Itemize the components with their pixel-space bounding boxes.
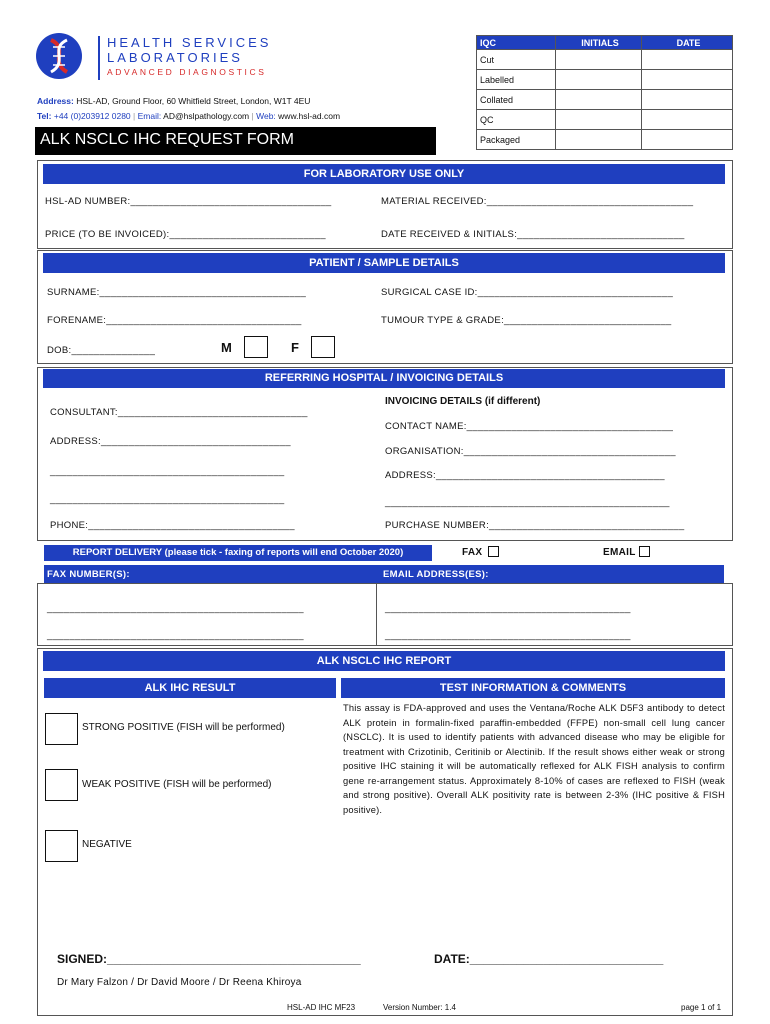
female-checkbox[interactable] [311,336,335,358]
negative-label: NEGATIVE [82,839,132,850]
iqc-row-label: Collated [477,90,556,110]
consultant-label: CONSULTANT: [50,407,118,418]
org-name-line2: LABORATORIES [107,50,243,65]
date-received-field[interactable]: DATE RECEIVED & INITIALS:______________________________ [381,229,685,240]
tel-text: +44 (0)203912 0280 [53,111,131,121]
initials-cell[interactable] [556,50,642,70]
signed-label: SIGNED: [57,952,108,966]
hsl-number-field[interactable]: HSL-AD NUMBER:____________________________________ [45,196,332,207]
phone-field[interactable]: PHONE:_____________________________________ [50,520,295,531]
invoice-address-label: ADDRESS: [385,470,436,481]
address-label: ADDRESS: [50,436,101,447]
separator: | [133,111,136,121]
purchase-number-label: PURCHASE NUMBER: [385,520,490,531]
forename-field[interactable]: FORENAME:___________________________________ [47,315,302,326]
contact-line [37,111,340,121]
surname-label: SURNAME: [47,287,100,298]
email-text: AD@hslpathology.com [163,111,250,121]
male-checkbox[interactable] [244,336,268,358]
address-text: HSL-AD, Ground Floor, 60 Whitfield Street, London, W1T 4EU [76,96,311,106]
date-received-label: DATE RECEIVED & INITIALS: [381,229,518,240]
fax-checkbox[interactable] [488,546,499,557]
invoicing-title: INVOICING DETAILS (if different) [385,396,541,407]
date-field[interactable]: DATE:_____________________________ [434,952,664,966]
male-label: M [221,340,233,355]
date-cell[interactable] [642,70,733,90]
tumour-type-field[interactable]: TUMOUR TYPE & GRADE:______________________________ [381,315,672,326]
iqc-row-label: Cut [477,50,556,70]
strong-positive-label: STRONG POSITIVE (FISH will be performed) [82,722,285,733]
fax-numbers-label: FAX NUMBER(S): [47,569,130,580]
signed-field[interactable]: SIGNED:______________________________________ [57,952,361,966]
report-title: ALK NSCLC IHC REPORT [43,651,725,671]
forename-label: FORENAME: [47,315,107,326]
initials-header: INITIALS [556,36,642,50]
dob-field[interactable]: DOB:_______________ [47,345,156,356]
contact-name-field[interactable]: CONTACT NAME:_____________________________________ [385,421,674,432]
address-label: Address: [37,96,74,106]
material-received-field[interactable]: MATERIAL RECEIVED:_____________________________________ [381,196,694,207]
material-received-label: MATERIAL RECEIVED: [381,196,487,207]
purchase-number-field[interactable]: PURCHASE NUMBER:___________________________________ [385,520,685,531]
price-label: PRICE (TO BE INVOICED): [45,229,170,240]
surgical-case-id-field[interactable]: SURGICAL CASE ID:___________________________________ [381,287,674,298]
logo-icon [35,32,83,80]
address-line-3[interactable]: __________________________________________ [50,494,285,505]
contact-name-label: CONTACT NAME: [385,421,467,432]
web-text: www.hsl-ad.com [278,111,341,121]
strong-positive-checkbox[interactable] [45,713,78,745]
date-header: DATE [642,36,733,50]
org-name-line1: HEALTH SERVICES [107,35,272,50]
weak-positive-label: WEAK POSITIVE (FISH will be performed) [82,779,272,790]
referring-title: REFERRING HOSPITAL / INVOICING DETAILS [43,369,725,388]
email-address-line-1[interactable]: ____________________________________________ [385,603,631,614]
phone-label: PHONE: [50,520,89,531]
initials-cell[interactable] [556,70,642,90]
hsl-number-label: HSL-AD NUMBER: [45,196,131,207]
organisation-label: ORGANISATION: [385,446,464,457]
surgical-case-id-label: SURGICAL CASE ID: [381,287,478,298]
email-addresses-label: EMAIL ADDRESS(ES): [383,569,489,580]
form-title: ALK NSCLC IHC REQUEST FORM [40,131,294,148]
version-number: Version Number: 1.4 [383,1003,456,1012]
initials-cell[interactable] [556,130,642,150]
fax-label: FAX [462,547,483,558]
email-label: EMAIL [603,547,636,558]
address-field[interactable]: ADDRESS:__________________________________ [50,436,291,447]
weak-positive-checkbox[interactable] [45,769,78,801]
web-label: Web: [256,111,276,121]
info-title: TEST INFORMATION & COMMENTS [341,678,725,698]
initials-cell[interactable] [556,90,642,110]
iqc-header: IQC [477,36,556,50]
fax-number-line-2[interactable]: ______________________________________________ [47,630,304,641]
result-title: ALK IHC RESULT [44,678,336,698]
address-line-2[interactable]: __________________________________________ [50,466,285,477]
consultant-field[interactable]: CONSULTANT:__________________________________ [50,407,308,418]
fax-number-line-1[interactable]: ______________________________________________ [47,603,304,614]
date-cell[interactable] [642,130,733,150]
iqc-table [476,35,733,150]
lab-use-title: FOR LABORATORY USE ONLY [43,164,725,184]
date-cell[interactable] [642,90,733,110]
email-checkbox[interactable] [639,546,650,557]
date-cell[interactable] [642,110,733,130]
organisation-field[interactable]: ORGANISATION:______________________________________ [385,446,676,457]
tel-label: Tel: [37,111,52,121]
date-label: DATE: [434,952,470,966]
iqc-row-label: Labelled [477,70,556,90]
patient-title: PATIENT / SAMPLE DETAILS [43,253,725,273]
org-name-line3: ADVANCED DIAGNOSTICS [107,67,267,77]
dob-label: DOB: [47,345,72,356]
address-line [37,96,310,106]
initials-cell[interactable] [556,110,642,130]
form-code: HSL-AD IHC MF23 [287,1003,356,1012]
negative-checkbox[interactable] [45,830,78,862]
price-field[interactable]: PRICE (TO BE INVOICED):____________________________ [45,229,326,240]
tumour-type-label: TUMOUR TYPE & GRADE: [381,315,505,326]
email-address-line-2[interactable]: ____________________________________________ [385,630,631,641]
email-label: Email: [137,111,162,121]
surname-field[interactable]: SURNAME:_____________________________________ [47,287,307,298]
logo-divider [98,36,100,80]
test-info-text: This assay is FDA-approved and uses the Ventana/Roche ALK D5F3 antibody to detect ALK protein in formalin-fixed paraffin-embedded (FFPE) non-small cell lung cancer (NSCLC). It is used to identify patients with advanced disease who may be eligible for treatment with Crizotinib, Ceritinib or Alectinib. If the result shows either weak or strong positive IHC staining it will be automatically reflexed for ALK FISH analysis to confirm gene re-arrangement status. Approximately 8-10% of cases are reflexed to FISH (weak and strong positive). Overall ALK positivity rate is between 2-3% (IHC positive & FISH positive). [343,703,725,815]
report-delivery-bar: REPORT DELIVERY (please tick - faxing of reports will end October 2020) [44,545,432,561]
date-cell[interactable] [642,50,733,70]
invoice-address-field[interactable]: ADDRESS:_________________________________________ [385,470,665,481]
iqc-row-label: QC [477,110,556,130]
iqc-row-label: Packaged [477,130,556,150]
page-number: page 1 of 1 [681,1003,722,1012]
female-label: F [291,340,300,355]
invoice-address-line-2[interactable]: ___________________________________________________ [385,497,670,508]
separator: | [251,111,254,121]
doctors-list: Dr Mary Falzon / Dr David Moore / Dr Reena Khiroya [57,977,302,988]
